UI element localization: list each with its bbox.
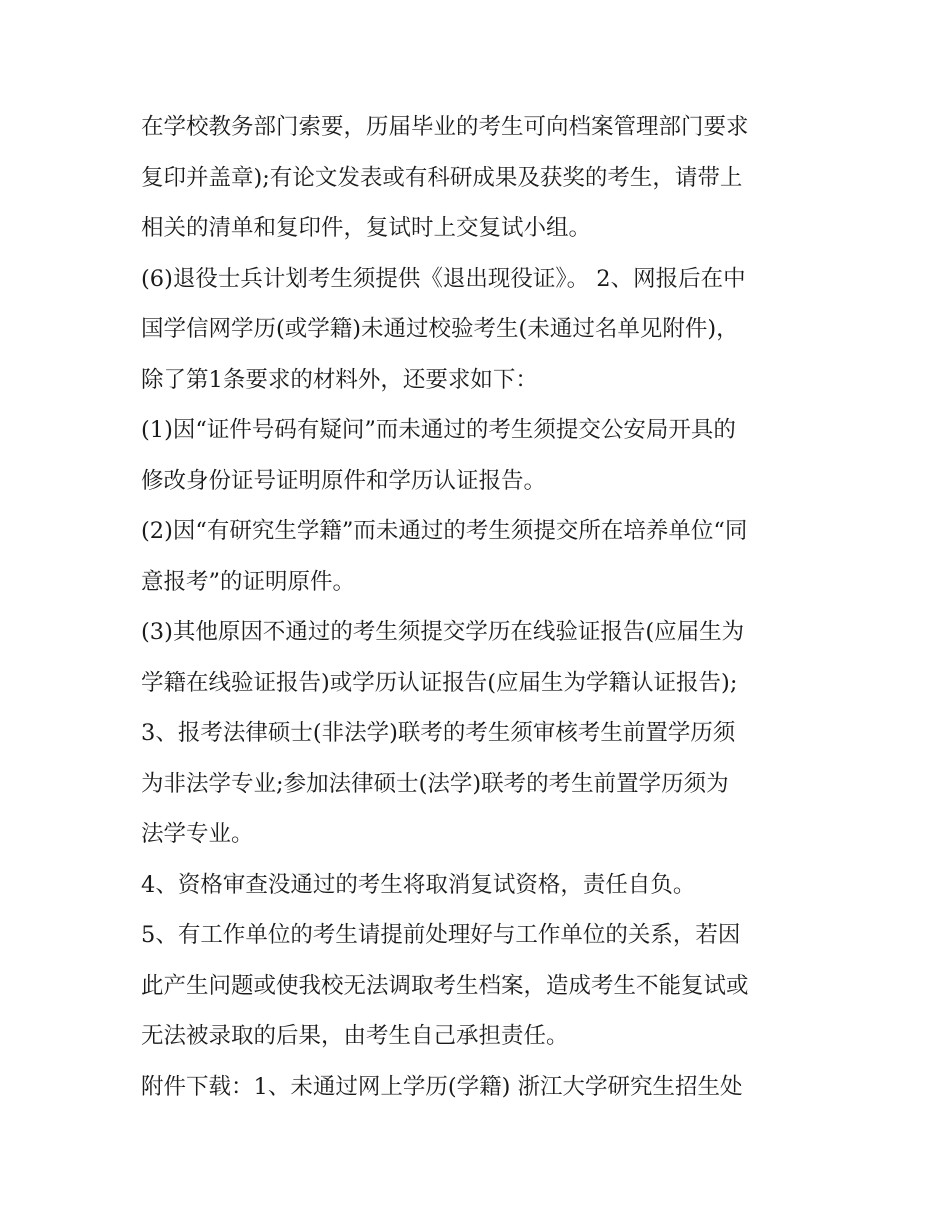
text-line: 此产生问题或使我校无法调取考生档案，造成考生不能复试或	[141, 972, 749, 999]
text-line: 法学专业。	[141, 821, 254, 847]
text-line: 除了第1条要求的材料外，还要求如下：	[141, 366, 538, 393]
text-line: 相关的清单和复印件，复试时上交复试小组。	[141, 215, 592, 241]
text-line: 5、有工作单位的考生请提前处理好与工作单位的关系，若因	[141, 922, 741, 948]
text-line: 复印并盖章);有论文发表或有科研成果及获奖的考生，请带上	[141, 164, 743, 191]
text-line: 国学信网学历(或学籍)未通过校验考生(未通过名单见附件)，	[141, 316, 739, 342]
text-line: 学籍在线验证报告)或学历认证报告(应届生为学籍认证报告);	[141, 669, 738, 696]
text-line: 无法被录取的后果，由考生自己承担责任。	[141, 1023, 569, 1049]
text-line: (1)因“证件号码有疑问”而未通过的考生须提交公安局开具的	[141, 417, 736, 443]
text-line: (3)其他原因不通过的考生须提交学历在线验证报告(应届生为	[141, 619, 745, 645]
text-line: 3、报考法律硕士(非法学)联考的考生须审核考生前置学历须	[141, 720, 736, 746]
text-line: 4、资格审查没通过的考生将取消复试资格，责任自负。	[141, 871, 696, 898]
text-line: 修改身份证号证明原件和学历认证报告。	[141, 467, 547, 494]
document-body	[141, 102, 821, 1112]
download-link-text[interactable]: 附件下载：1、未通过网上学历(学籍) 浙江大学研究生招生处	[141, 1073, 743, 1100]
text-line: 在学校教务部门索要，历届毕业的考生可向档案管理部门要求	[141, 114, 749, 140]
text-line: (6)退役士兵计划考生须提供《退出现役证》。 2、网报后在中	[141, 265, 746, 292]
text-line: (2)因“有研究生学籍”而未通过的考生须提交所在培养单位“同	[141, 518, 748, 544]
text-line: 为非法学专业;参加法律硕士(法学)联考的考生前置学历须为	[141, 770, 729, 797]
text-line: 意报考”的证明原件。	[141, 568, 356, 595]
